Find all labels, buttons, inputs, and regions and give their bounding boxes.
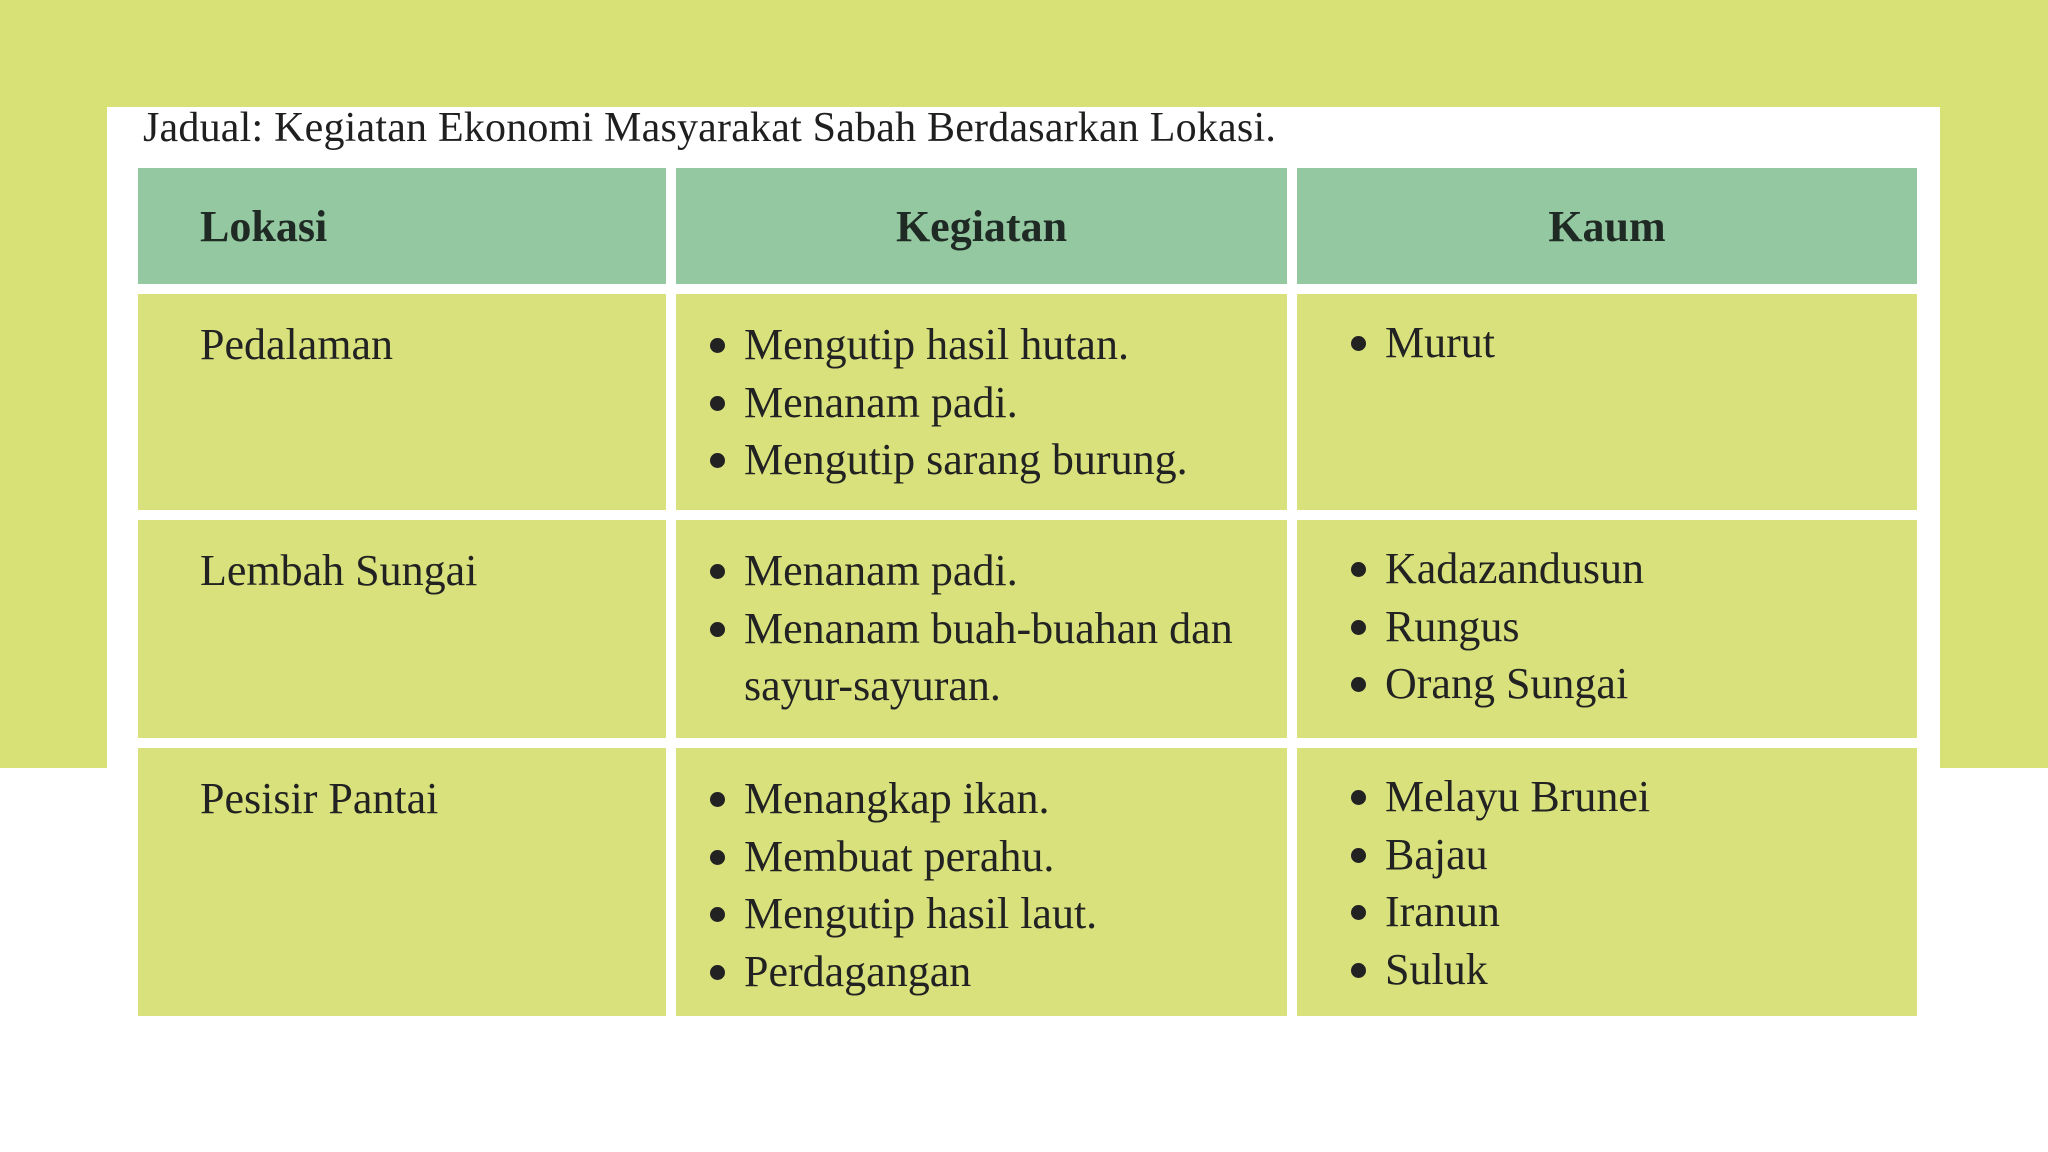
list-item — [710, 600, 1287, 715]
activity-list — [676, 748, 1287, 1000]
list-item — [710, 770, 1287, 828]
list-item — [710, 828, 1287, 886]
activity-text: Mengutip sarang burung. — [744, 435, 1188, 484]
bullet-icon — [710, 453, 725, 468]
location-label: Pedalaman — [200, 320, 394, 369]
header-lokasi: Lokasi — [138, 168, 666, 284]
bullet-icon — [1351, 905, 1366, 920]
table-row-lembah-sungai — [138, 520, 1917, 738]
list-item — [1351, 655, 1917, 713]
location-label: Lembah Sungai — [200, 546, 478, 595]
activity-text: Mengutip hasil laut. — [744, 889, 1098, 938]
ethnic-text: Iranun — [1385, 887, 1500, 936]
ethnic-text: Bajau — [1385, 829, 1488, 879]
list-item — [710, 943, 1287, 1001]
list-item — [1351, 598, 1917, 656]
cell-lokasi — [138, 294, 666, 510]
bullet-icon — [1351, 963, 1366, 978]
table-row-pesisir-pantai — [138, 748, 1917, 1016]
bullet-icon — [710, 564, 725, 579]
table-caption: Jadual: Kegiatan Ekonomi Masyarakat Sabah Berdasarkan Lokasi. — [143, 105, 1277, 151]
ethnic-list — [1297, 294, 1917, 372]
cell-lokasi — [138, 520, 666, 738]
bullet-icon — [710, 907, 725, 922]
bullet-icon — [710, 792, 725, 807]
list-item — [710, 316, 1287, 374]
bullet-icon — [1351, 790, 1366, 805]
ethnic-text: Rungus — [1385, 601, 1520, 651]
list-item — [1351, 883, 1917, 941]
list-item — [710, 431, 1287, 489]
ethnic-text: Suluk — [1385, 944, 1488, 994]
cell-lokasi — [138, 748, 666, 1016]
bullet-icon — [710, 396, 725, 411]
activity-text: Menangkap ikan. — [744, 774, 1050, 823]
bullet-icon — [1351, 620, 1366, 635]
cell-kegiatan — [676, 294, 1287, 510]
list-item — [1351, 314, 1917, 372]
cell-kaum — [1297, 520, 1917, 738]
table-row-pedalaman — [138, 294, 1917, 510]
location-label: Pesisir Pantai — [200, 774, 439, 823]
activity-text: Menanam padi. — [744, 377, 1018, 427]
ethnic-text: Kadazandusun — [1385, 544, 1645, 593]
ethnic-text: Murut — [1385, 318, 1495, 367]
cell-kegiatan — [676, 520, 1287, 738]
cell-kegiatan — [676, 748, 1287, 1016]
ethnic-list — [1297, 520, 1917, 713]
list-item — [1351, 826, 1917, 884]
bullet-icon — [1351, 562, 1366, 577]
cell-kaum — [1297, 748, 1917, 1016]
header-kaum: Kaum — [1297, 168, 1917, 284]
list-item — [710, 885, 1287, 943]
header-kegiatan: Kegiatan — [676, 168, 1287, 284]
bullet-icon — [710, 850, 725, 865]
activity-text: Menanam padi. — [744, 546, 1018, 595]
list-item — [1351, 941, 1917, 999]
list-item — [710, 374, 1287, 432]
list-item — [710, 542, 1287, 600]
bullet-icon — [1351, 848, 1366, 863]
bullet-icon — [1351, 677, 1366, 692]
economic-activities-table — [128, 158, 1927, 1026]
list-item — [1351, 540, 1917, 598]
activity-list — [676, 520, 1287, 715]
ethnic-text: Orang Sungai — [1385, 659, 1629, 708]
bullet-icon — [1351, 336, 1366, 351]
table-header-row — [138, 168, 1917, 284]
activity-text: Mengutip hasil hutan. — [744, 320, 1129, 369]
ethnic-text: Melayu Brunei — [1385, 772, 1651, 821]
cell-kaum — [1297, 294, 1917, 510]
activity-text: Perdagangan — [744, 946, 972, 996]
activity-list — [676, 294, 1287, 489]
activity-text: Membuat perahu. — [744, 831, 1055, 881]
list-item — [1351, 768, 1917, 826]
bullet-icon — [710, 965, 725, 980]
bullet-icon — [710, 622, 725, 637]
ethnic-list — [1297, 748, 1917, 998]
activity-text: Menanam buah-buahan dan sayur-sayuran. — [744, 603, 1233, 710]
bullet-icon — [710, 338, 725, 353]
